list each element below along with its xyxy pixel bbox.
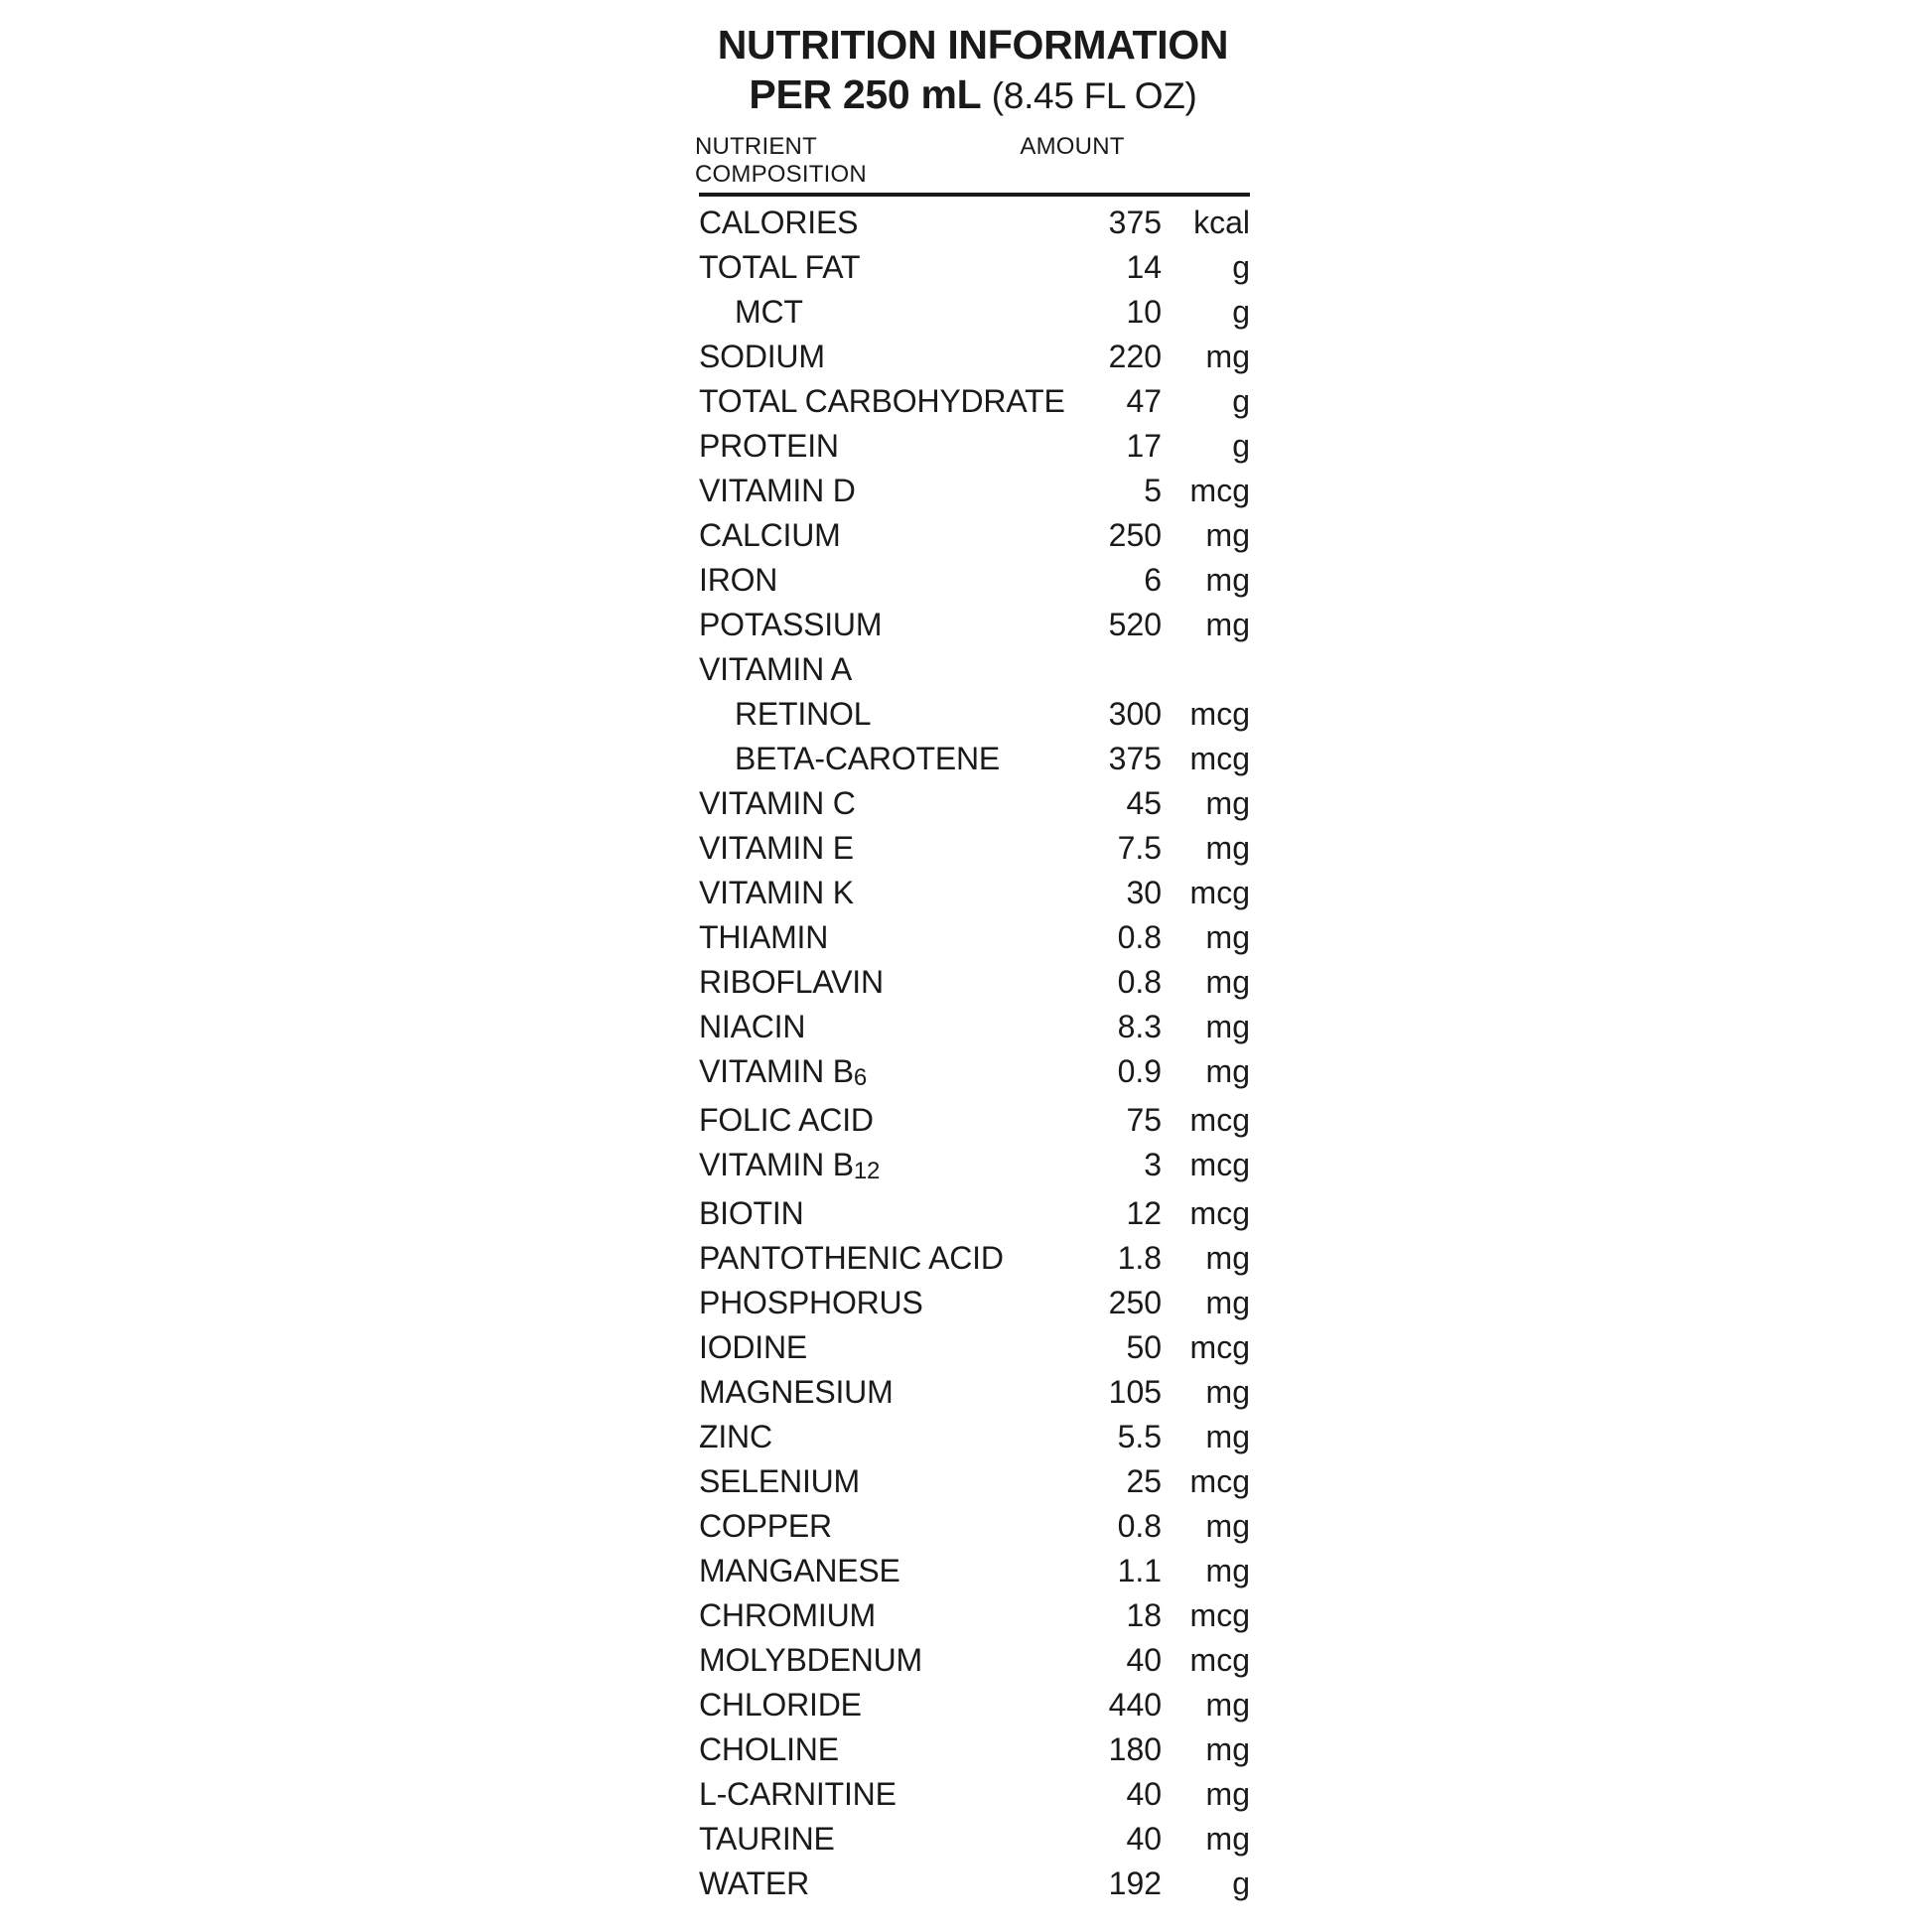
nutrient-amount: 45	[1126, 785, 1163, 821]
nutrient-name: VITAMIN E	[699, 830, 854, 866]
nutrient-unit: mg	[1205, 607, 1250, 642]
nutrient-name: IRON	[699, 562, 778, 598]
nutrient-name: CALORIES	[699, 205, 859, 240]
nutrient-amount: 375	[1108, 741, 1163, 776]
nutrient-name: BETA-CAROTENE	[735, 741, 1001, 776]
nutrient-row	[699, 251, 1250, 296]
nutrient-row	[699, 1104, 1250, 1149]
nutrient-unit: mcg	[1189, 741, 1250, 776]
nutrient-amount: 250	[1108, 517, 1163, 553]
nutrient-name: RIBOFLAVIN	[699, 964, 884, 1000]
nutrient-unit: mg	[1205, 1009, 1250, 1044]
nutrient-unit: mg	[1205, 1508, 1250, 1544]
nutrient-unit: mg	[1205, 1285, 1250, 1320]
nutrient-name: IODINE	[699, 1329, 808, 1365]
header-divider-rule	[699, 193, 1250, 197]
nutrient-row	[699, 966, 1250, 1011]
nutrient-unit: g	[1232, 249, 1250, 285]
nutrient-name: CALCIUM	[699, 517, 841, 553]
nutrient-unit	[1162, 653, 1250, 698]
nutrient-row	[699, 1867, 1250, 1912]
nutrient-unit: mg	[1205, 1731, 1250, 1767]
nutrient-amount: 180	[1108, 1731, 1163, 1767]
nutrient-row	[699, 1510, 1250, 1555]
column-header-nutrient: NUTRIENT COMPOSITION	[695, 133, 867, 188]
nutrient-row	[699, 1331, 1250, 1376]
nutrient-name: COPPER	[699, 1508, 832, 1544]
nutrient-name: THIAMIN	[699, 919, 829, 955]
nutrient-unit: g	[1232, 1865, 1250, 1901]
nutrient-row	[699, 207, 1250, 251]
nutrient-amount: 7.5	[1117, 830, 1163, 866]
nutrient-amount: 0.8	[1117, 964, 1163, 1000]
nutrient-name-subscript: 12	[853, 1158, 881, 1184]
nutrient-amount	[1065, 653, 1162, 698]
nutrient-unit: mg	[1205, 830, 1250, 866]
nutrient-name: FOLIC ACID	[699, 1102, 874, 1138]
nutrient-amount: 75	[1126, 1102, 1163, 1138]
nutrient-unit: mg	[1205, 517, 1250, 553]
nutrient-row	[699, 743, 1250, 787]
nutrient-amount: 50	[1126, 1329, 1163, 1365]
nutrient-name: VITAMIN K	[699, 875, 854, 910]
nutrient-row	[699, 1376, 1250, 1421]
label-title-line-2	[695, 69, 1251, 121]
nutrient-row	[699, 1599, 1250, 1644]
nutrient-row	[699, 1055, 1250, 1104]
nutrient-amount: 3	[1144, 1147, 1163, 1182]
nutrient-row	[699, 1644, 1250, 1689]
nutrient-amount: 12	[1126, 1195, 1163, 1231]
nutrient-unit: g	[1232, 294, 1250, 330]
nutrient-row	[699, 1733, 1250, 1778]
nutrient-amount: 300	[1108, 696, 1163, 732]
nutrient-amount: 8.3	[1117, 1009, 1163, 1044]
nutrient-unit: mcg	[1189, 875, 1250, 910]
nutrient-amount: 250	[1108, 1285, 1163, 1320]
nutrient-row	[699, 564, 1250, 609]
nutrient-name: VITAMIN B6	[699, 1053, 867, 1091]
nutrient-unit: mg	[1205, 1053, 1250, 1089]
nutrient-row	[699, 877, 1250, 921]
nutrient-amount: 0.8	[1117, 919, 1163, 955]
nutrient-name: RETINOL	[735, 696, 872, 732]
nutrient-name: TAURINE	[699, 1821, 835, 1857]
nutrient-name: TOTAL CARBOHYDRATE	[699, 383, 1065, 419]
nutrient-unit: mg	[1205, 964, 1250, 1000]
nutrient-amount: 520	[1108, 607, 1163, 642]
nutrient-unit: mcg	[1189, 1463, 1250, 1499]
nutrient-amount: 10	[1126, 294, 1163, 330]
nutrient-row	[699, 609, 1250, 653]
nutrient-name: MANGANESE	[699, 1553, 900, 1588]
nutrient-amount: 375	[1108, 205, 1163, 240]
nutrient-name: SODIUM	[699, 339, 825, 374]
nutrient-name-subscript: 6	[853, 1064, 867, 1091]
nutrient-amount: 440	[1108, 1687, 1163, 1723]
nutrient-amount: 5.5	[1117, 1419, 1163, 1454]
nutrient-row	[699, 832, 1250, 877]
nutrient-amount: 40	[1126, 1776, 1163, 1812]
nutrient-unit: mcg	[1189, 1597, 1250, 1633]
serving-size-text: PER 250 mL	[749, 71, 981, 117]
nutrient-table	[699, 207, 1250, 1912]
nutrient-unit: mcg	[1189, 1195, 1250, 1231]
nutrient-row	[699, 787, 1250, 832]
nutrient-row	[699, 921, 1250, 966]
nutrient-amount: 25	[1126, 1463, 1163, 1499]
nutrient-name: SELENIUM	[699, 1463, 860, 1499]
nutrient-row	[699, 1197, 1250, 1242]
nutrient-name: POTASSIUM	[699, 607, 883, 642]
column-header-amount: AMOUNT	[1020, 133, 1125, 160]
nutrient-row	[699, 1287, 1250, 1331]
nutrient-row	[699, 1555, 1250, 1599]
nutrient-row	[699, 1011, 1250, 1055]
nutrient-unit: mg	[1205, 1821, 1250, 1857]
nutrient-row	[699, 1465, 1250, 1510]
nutrient-amount: 5	[1144, 473, 1163, 508]
nutrient-amount: 17	[1126, 428, 1163, 464]
nutrient-amount: 1.8	[1117, 1240, 1163, 1276]
nutrient-amount: 30	[1126, 875, 1163, 910]
nutrient-row	[699, 1823, 1250, 1867]
nutrient-name: PHOSPHORUS	[699, 1285, 923, 1320]
nutrient-unit: mg	[1205, 1374, 1250, 1410]
nutrient-name: CHROMIUM	[699, 1597, 876, 1633]
nutrient-row	[699, 1778, 1250, 1823]
nutrient-unit: mg	[1205, 1776, 1250, 1812]
nutrient-name: VITAMIN C	[699, 785, 856, 821]
nutrient-unit: mcg	[1189, 696, 1250, 732]
nutrient-amount: 6	[1144, 562, 1163, 598]
nutrient-amount: 40	[1126, 1821, 1163, 1857]
nutrient-name: VITAMIN B12	[699, 1147, 881, 1184]
nutrient-row	[699, 1689, 1250, 1733]
nutrient-row	[699, 1421, 1250, 1465]
nutrient-amount: 18	[1126, 1597, 1163, 1633]
nutrient-unit: mcg	[1189, 1147, 1250, 1182]
nutrient-amount: 105	[1108, 1374, 1163, 1410]
nutrient-row	[699, 698, 1250, 743]
nutrient-row	[699, 1242, 1250, 1287]
nutrient-row	[699, 385, 1250, 430]
nutrient-row	[699, 430, 1250, 475]
nutrient-amount: 192	[1108, 1865, 1163, 1901]
nutrient-name: PANTOTHENIC ACID	[699, 1240, 1004, 1276]
nutrient-unit: mg	[1205, 562, 1250, 598]
nutrition-information-panel	[695, 20, 1251, 1912]
nutrient-name: BIOTIN	[699, 1195, 804, 1231]
nutrient-row	[699, 1149, 1250, 1197]
nutrient-unit: mg	[1205, 339, 1250, 374]
nutrient-name: MCT	[735, 294, 803, 330]
nutrient-unit: mcg	[1189, 1642, 1250, 1678]
nutrient-amount: 220	[1108, 339, 1163, 374]
nutrient-unit: mcg	[1189, 1102, 1250, 1138]
nutrient-row	[699, 475, 1250, 519]
nutrient-name: PROTEIN	[699, 428, 839, 464]
nutrient-row	[699, 296, 1250, 341]
nutrient-unit: mg	[1205, 1687, 1250, 1723]
table-column-headers	[695, 121, 1251, 193]
label-title-line-1: NUTRITION INFORMATION	[717, 22, 1229, 68]
nutrient-row	[699, 341, 1250, 385]
nutrient-name: ZINC	[699, 1419, 772, 1454]
nutrient-unit: kcal	[1193, 205, 1250, 240]
nutrient-unit: g	[1232, 428, 1250, 464]
nutrient-amount: 0.9	[1117, 1053, 1163, 1089]
nutrient-unit: mg	[1205, 919, 1250, 955]
nutrient-unit: mg	[1205, 785, 1250, 821]
nutrient-unit: mg	[1205, 1419, 1250, 1454]
nutrient-unit: mcg	[1189, 473, 1250, 508]
nutrient-name: MAGNESIUM	[699, 1374, 894, 1410]
nutrient-amount: 47	[1126, 383, 1163, 419]
nutrient-amount: 0.8	[1117, 1508, 1163, 1544]
nutrient-name: TOTAL FAT	[699, 249, 861, 285]
nutrient-unit: mg	[1205, 1553, 1250, 1588]
nutrient-unit: mg	[1205, 1240, 1250, 1276]
nutrient-name: VITAMIN D	[699, 473, 856, 508]
nutrient-row	[699, 653, 1250, 698]
nutrient-name: L-CARNITINE	[699, 1776, 897, 1812]
nutrient-unit: g	[1232, 383, 1250, 419]
nutrient-amount: 40	[1126, 1642, 1163, 1678]
nutrient-name: WATER	[699, 1865, 809, 1901]
nutrient-row	[699, 519, 1250, 564]
nutrient-unit: mcg	[1189, 1329, 1250, 1365]
nutrient-name: MOLYBDENUM	[699, 1642, 922, 1678]
nutrient-name: VITAMIN A	[699, 651, 853, 687]
nutrient-name: NIACIN	[699, 1009, 806, 1044]
nutrient-name: CHOLINE	[699, 1731, 839, 1767]
serving-size-imperial-text: (8.45 FL OZ)	[991, 75, 1197, 116]
label-title-block	[695, 20, 1251, 121]
nutrient-amount: 1.1	[1117, 1553, 1163, 1588]
nutrient-name: CHLORIDE	[699, 1687, 862, 1723]
nutrient-amount: 14	[1126, 249, 1163, 285]
